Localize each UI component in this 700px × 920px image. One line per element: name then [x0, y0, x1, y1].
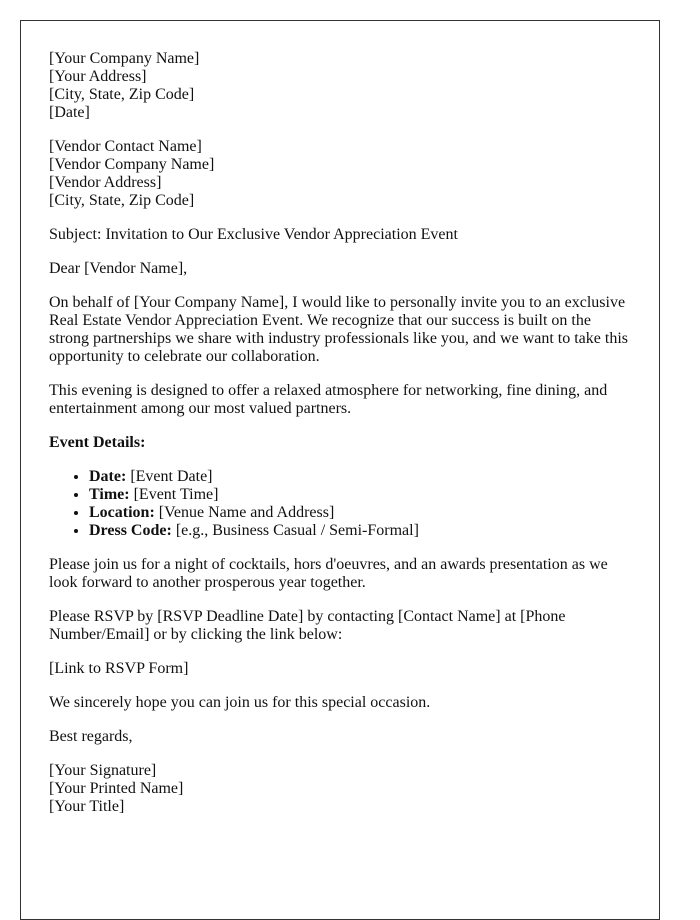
rsvp-paragraph: Please RSVP by [RSVP Deadline Date] by contacting [Contact Name] at [Phone Number/Email] or by clicking the link below:	[49, 608, 566, 643]
event-detail-date	[89, 468, 631, 486]
event-detail-location	[89, 504, 631, 522]
event-detail-label: Location:	[89, 504, 155, 521]
letter-page	[20, 20, 660, 920]
recipient-address: [Vendor Address]	[49, 174, 162, 191]
event-detail-value: [Venue Name and Address]	[154, 504, 335, 521]
event-details-heading: Event Details:	[49, 434, 146, 451]
sender-company: [Your Company Name]	[49, 50, 200, 67]
signoff: Best regards,	[49, 728, 133, 745]
event-detail-label: Date:	[89, 468, 127, 485]
atmosphere-paragraph: This evening is designed to offer a relaxed atmosphere for networking, fine dining, and entertainment among our most valued partners.	[49, 382, 608, 417]
sender-city-state-zip: [City, State, Zip Code]	[49, 86, 195, 103]
night-paragraph: Please join us for a night of cocktails, hors d'oeuvres, and an awards presentation as we look forward to another prosperous year together.	[49, 556, 608, 591]
event-details-list	[49, 468, 631, 540]
printed-name: [Your Printed Name]	[49, 780, 184, 797]
title: [Your Title]	[49, 798, 125, 815]
letter-date: [Date]	[49, 104, 90, 121]
event-detail-dress-code	[89, 522, 631, 540]
event-detail-value: [Event Time]	[129, 486, 219, 503]
salutation: Dear [Vendor Name],	[49, 260, 188, 277]
recipient-city-state-zip: [City, State, Zip Code]	[49, 192, 195, 209]
event-detail-label: Time:	[89, 486, 130, 503]
event-detail-value: [Event Date]	[126, 468, 213, 485]
event-detail-value: [e.g., Business Casual / Semi-Formal]	[171, 522, 419, 539]
sender-address-block	[49, 50, 631, 122]
subject-line: Subject: Invitation to Our Exclusive Vendor Appreciation Event	[49, 226, 458, 243]
signature: [Your Signature]	[49, 762, 157, 779]
sender-address: [Your Address]	[49, 68, 147, 85]
hope-paragraph: We sincerely hope you can join us for this special occasion.	[49, 694, 431, 711]
recipient-company: [Vendor Company Name]	[49, 156, 215, 173]
event-detail-label: Dress Code:	[89, 522, 172, 539]
event-detail-time	[89, 486, 631, 504]
rsvp-link-placeholder: [Link to RSVP Form]	[49, 660, 189, 677]
recipient-contact-name: [Vendor Contact Name]	[49, 138, 202, 155]
letter-viewport	[20, 20, 662, 815]
signature-block	[49, 762, 631, 816]
intro-paragraph: On behalf of [Your Company Name], I would like to personally invite you to an exclusive Real Estate Vendor Appreciation Event. We recognize that our success is built on the strong partnerships we share with industry professionals like you, and we want to take this opportunity to celebrate our collaboration.	[49, 294, 628, 365]
recipient-address-block	[49, 138, 631, 210]
